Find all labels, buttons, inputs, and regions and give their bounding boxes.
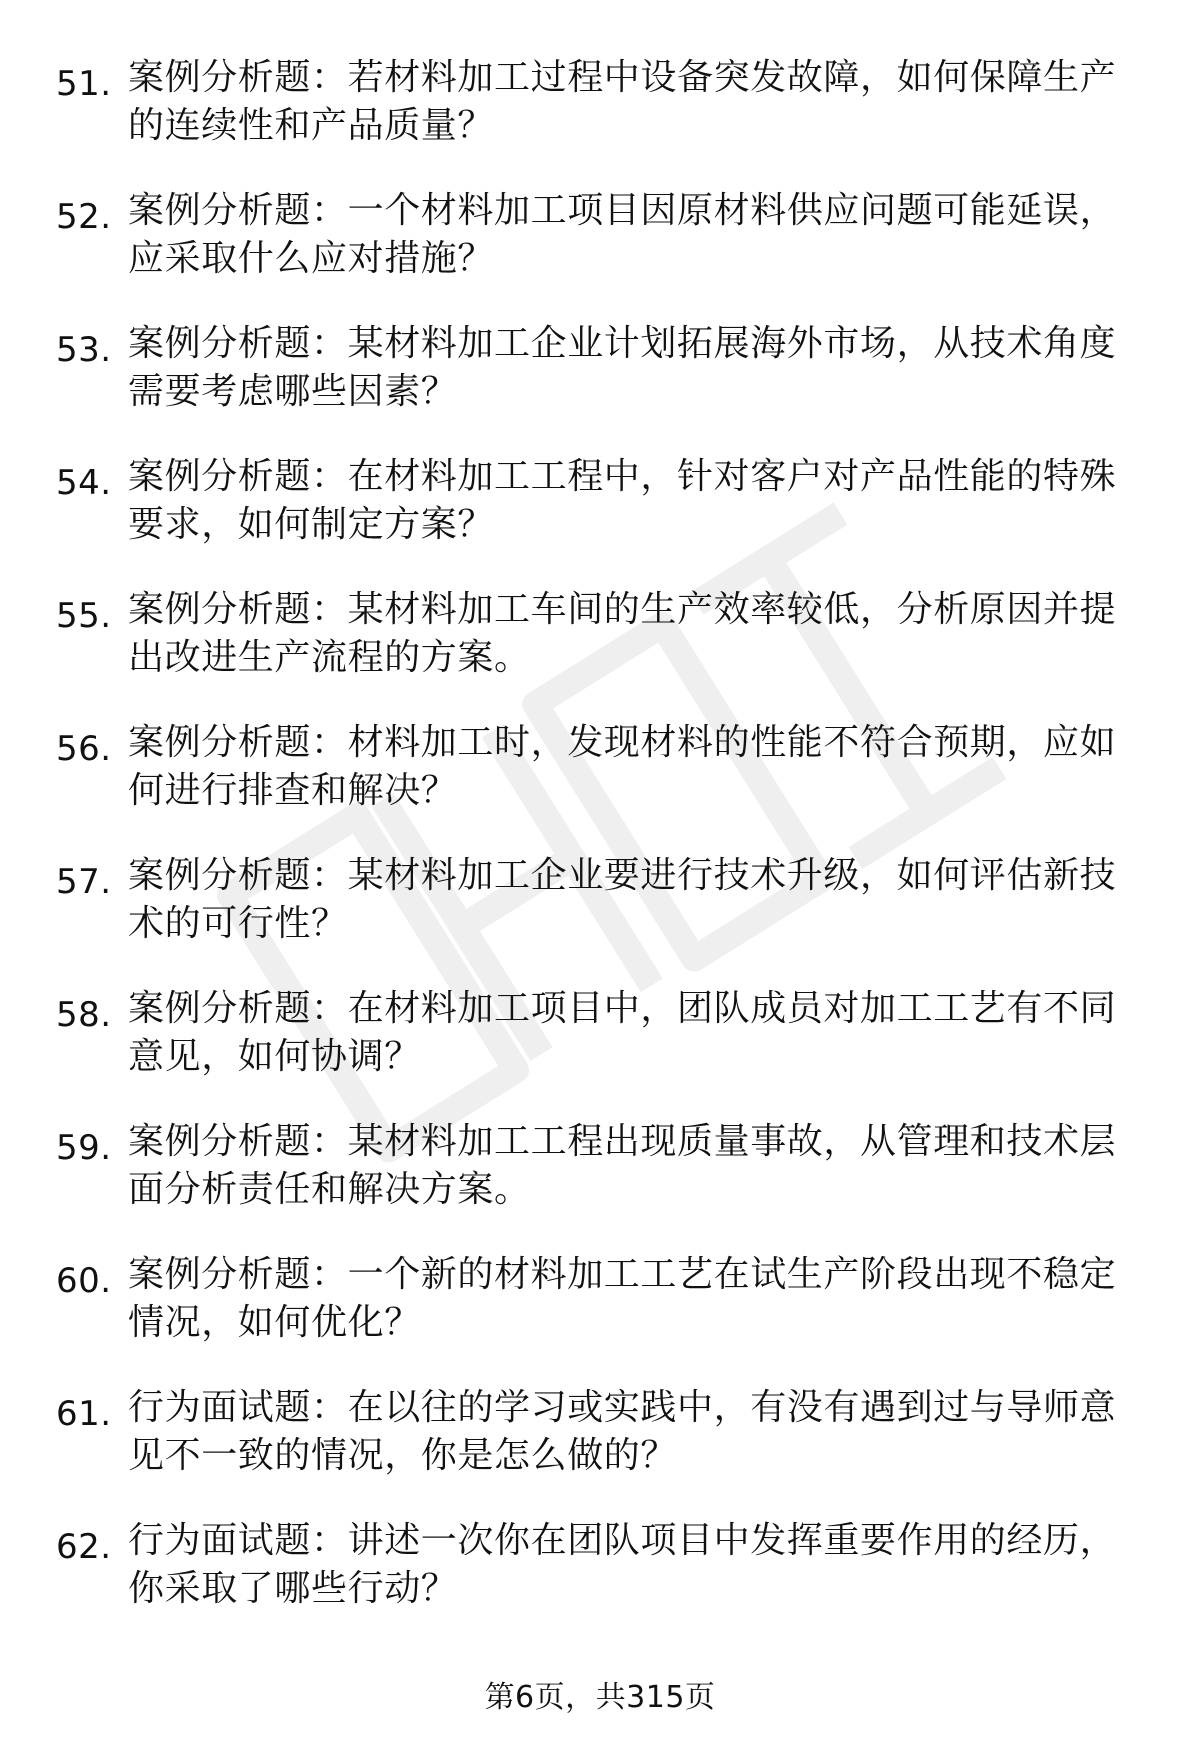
list-item	[0, 54, 1200, 187]
question-text: 案例分析题：材料加工时，发现材料的性能不符合预期，应如何进行排查和解决？	[128, 722, 1117, 811]
question-number: 52.	[56, 197, 112, 237]
question-number: 51.	[56, 64, 112, 104]
question-number: 58.	[56, 995, 112, 1035]
question-number: 54.	[56, 463, 112, 503]
question-number: 59.	[56, 1128, 112, 1168]
list-item	[0, 1517, 1200, 1650]
question-number: 55.	[56, 596, 112, 636]
page-footer: 第6页，共315页	[484, 1680, 716, 1715]
question-text: 案例分析题：某材料加工企业要进行技术升级，如何评估新技术的可行性？	[128, 855, 1117, 944]
question-text: 案例分析题：一个新的材料加工工艺在试生产阶段出现不稳定情况，如何优化？	[128, 1254, 1117, 1343]
question-text: 案例分析题：若材料加工过程中设备突发故障，如何保障生产的连续性和产品质量？	[128, 57, 1117, 146]
list-item	[0, 187, 1200, 320]
list-item	[0, 453, 1200, 586]
question-number: 57.	[56, 862, 112, 902]
question-text: 行为面试题：讲述一次你在团队项目中发挥重要作用的经历，你采取了哪些行动？	[128, 1520, 1117, 1609]
question-text: 案例分析题：在材料加工项目中，团队成员对加工工艺有不同意见，如何协调？	[128, 988, 1117, 1077]
list-item	[0, 320, 1200, 453]
question-text: 案例分析题：在材料加工工程中，针对客户对产品性能的特殊要求，如何制定方案？	[128, 456, 1117, 545]
question-number: 61.	[56, 1394, 112, 1434]
list-item	[0, 719, 1200, 852]
question-text: 案例分析题：某材料加工企业计划拓展海外市场，从技术角度需要考虑哪些因素？	[128, 323, 1117, 412]
list-item	[0, 985, 1200, 1118]
list-item	[0, 1118, 1200, 1251]
question-number: 62.	[56, 1527, 112, 1567]
list-item	[0, 1251, 1200, 1384]
list-item	[0, 852, 1200, 985]
question-text: 案例分析题：某材料加工工程出现质量事故，从管理和技术层面分析责任和解决方案。	[128, 1121, 1117, 1210]
question-number: 56.	[56, 729, 112, 769]
question-list	[0, 54, 1200, 1650]
question-text: 案例分析题：一个材料加工项目因原材料供应问题可能延误，应采取什么应对措施？	[128, 190, 1117, 279]
list-item	[0, 586, 1200, 719]
question-text: 案例分析题：某材料加工车间的生产效率较低，分析原因并提出改进生产流程的方案。	[128, 589, 1117, 678]
list-item	[0, 1384, 1200, 1517]
question-number: 60.	[56, 1261, 112, 1301]
question-text: 行为面试题：在以往的学习或实践中，有没有遇到过与导师意见不一致的情况，你是怎么做的？	[128, 1387, 1117, 1476]
question-number: 53.	[56, 330, 112, 370]
